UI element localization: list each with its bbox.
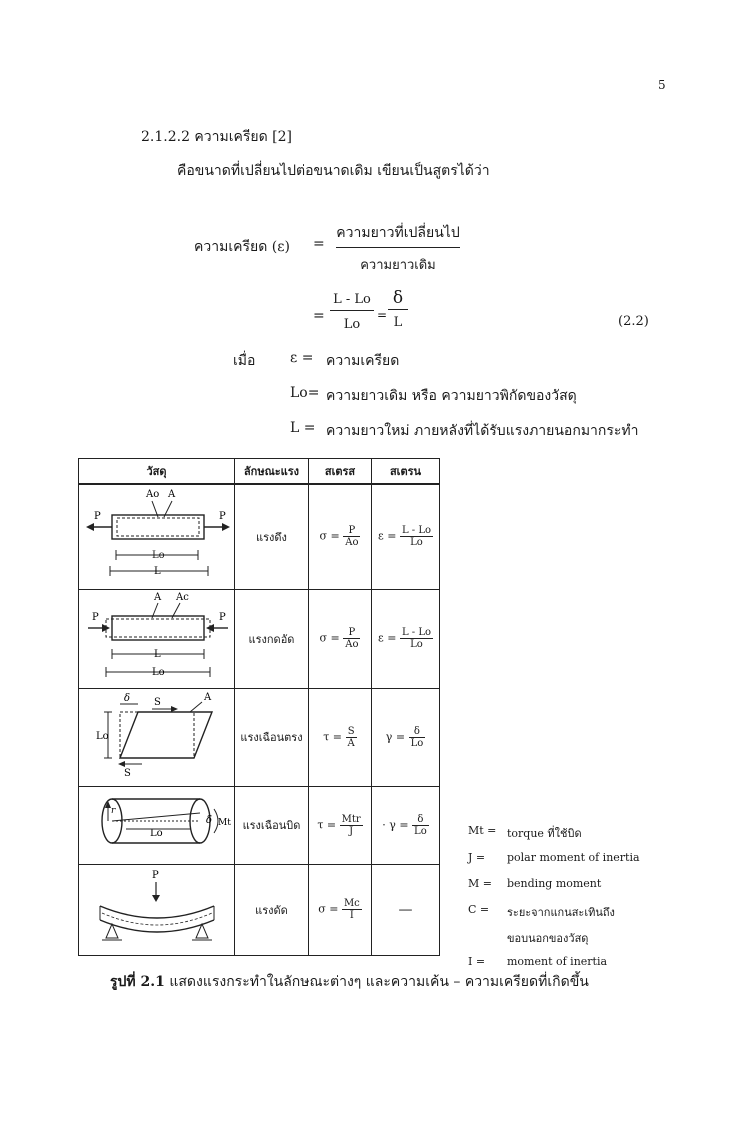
compression-p-left: P <box>91 611 99 623</box>
figure-compression <box>79 589 235 688</box>
strain-compression <box>372 589 440 688</box>
header-strain: สเตรน <box>372 459 440 485</box>
stress-torsion-den: J <box>349 825 354 837</box>
fraction-numerator-sym: L - Lo <box>333 292 371 307</box>
stress-bending-num: Mc <box>343 898 360 909</box>
strain-tension <box>372 484 440 589</box>
delta-denominator: L <box>393 315 403 330</box>
tension-p-right: P <box>218 511 226 523</box>
equation-equals-mid: = <box>377 308 388 322</box>
compression-diagram <box>82 590 232 685</box>
stress-tension-num: P <box>343 525 360 537</box>
where-label: เมื่อ <box>233 353 256 369</box>
strain-compression-frac <box>400 627 433 650</box>
shear-a: A <box>203 691 211 703</box>
stress-bending-frac <box>342 898 362 921</box>
page-number: 5 <box>658 78 666 92</box>
force-torsion: แรงเฉือนบิด <box>235 786 309 864</box>
legend-sym-mt: Mt = <box>468 824 497 837</box>
stress-tension-frac <box>343 525 360 548</box>
fraction-denominator-sym: Lo <box>343 317 361 332</box>
figure-torsion <box>79 786 235 864</box>
strain-torsion-num: δ <box>412 814 429 826</box>
stress-compression <box>309 589 372 688</box>
where-desc-lo: ความยาวเดิม หรือ ความยาวพิกัดของวัสดุ <box>326 388 577 404</box>
equation-symbolic-fraction <box>330 292 374 332</box>
strain-bending: — <box>372 864 440 955</box>
strain-shear-lhs: γ = <box>385 730 406 743</box>
legend-desc-j: polar moment of inertia <box>507 851 640 864</box>
where-sym-epsilon: ε = <box>290 350 314 366</box>
caption-text: แสดงแรงกระทำในลักษณะต่างๆ และความเค้น – ความเครียดที่เกิดขึ้น <box>169 974 589 990</box>
figure-caption <box>110 971 589 993</box>
equation-equals-1: = <box>313 236 325 252</box>
delta-symbol: δ <box>392 288 404 308</box>
figure-tension <box>79 484 235 589</box>
tension-l: L <box>153 566 161 578</box>
torsion-mt: Mt <box>217 817 231 828</box>
tension-diagram <box>82 485 232 585</box>
section-intro: คือขนาดที่เปลี่ยนไปต่อขนาดเดิม เขียนเป็นสูตรได้ว่า <box>177 163 490 179</box>
force-direct-shear: แรงเฉือนตรง <box>235 688 309 786</box>
strain-compression-den: Lo <box>410 639 423 650</box>
torsion-lo: Lo <box>149 827 163 839</box>
force-bending: แรงดัด <box>235 864 309 955</box>
torsion-diagram <box>82 789 232 859</box>
shear-s-top: S <box>153 696 161 708</box>
header-material: วัสดุ <box>79 459 235 485</box>
shear-lo: Lo <box>95 730 109 742</box>
legend-desc-m: bending moment <box>507 877 602 890</box>
force-tension: แรงดึง <box>235 484 309 589</box>
torsion-delta: δ <box>205 814 212 826</box>
stress-shear-den: A <box>347 737 355 749</box>
compression-l: L <box>153 648 161 660</box>
compression-lo: Lo <box>151 666 165 678</box>
compression-a: A <box>153 591 161 603</box>
figure-bending <box>79 864 235 955</box>
shear-diagram <box>82 690 232 782</box>
where-desc-l: ความยาวใหม่ ภายหลังที่ได้รับแรงภายนอกมากระทำ <box>326 423 639 439</box>
strain-tension-frac <box>400 525 433 548</box>
strain-shear-num: δ <box>409 726 426 738</box>
strain-torsion-frac <box>412 814 429 837</box>
stress-torsion-frac <box>340 814 363 837</box>
stress-shear-lhs: τ = <box>323 730 343 743</box>
caption-label: รูปที่ 2.1 <box>110 974 165 990</box>
where-sym-lo: Lo= <box>290 385 320 401</box>
fraction-numerator-text: ความยาวที่เปลี่ยนไป <box>336 225 460 241</box>
strain-direct-shear <box>372 688 440 786</box>
stress-compression-num: P <box>343 627 360 639</box>
legend-sym-m: M = <box>468 877 492 890</box>
where-sym-l: L = <box>290 420 316 436</box>
torsion-r: r <box>110 805 115 816</box>
legend-desc-c-cont: ขอบนอกของวัสดุ <box>507 932 589 945</box>
header-stress: สเตรส <box>309 459 372 485</box>
equation-equals-2: = <box>313 308 325 324</box>
stress-compression-frac <box>343 627 360 650</box>
strain-tension-den: Lo <box>410 537 423 549</box>
strain-shear-frac <box>409 726 426 749</box>
equation-number: (2.2) <box>618 314 649 329</box>
strain-torsion-den: Lo <box>414 825 427 837</box>
strain-shear-den: Lo <box>410 737 424 749</box>
stress-torsion-num: Mtr <box>341 813 361 825</box>
tension-a: A <box>167 489 175 501</box>
stress-torsion-lhs: τ = <box>317 818 337 831</box>
force-compression: แรงกดอัด <box>235 589 309 688</box>
legend-sym-j: J = <box>468 851 486 864</box>
equation-lhs: ความเครียด (ε) <box>194 239 290 255</box>
tension-lo: Lo <box>151 550 165 562</box>
legend-desc-mt: torque ที่ใช้บิด <box>507 827 582 840</box>
legend-desc-i: moment of inertia <box>507 955 608 968</box>
stress-tension-den: Ao <box>345 537 359 549</box>
strain-compression-num: L - Lo <box>401 627 431 638</box>
stress-compression-den: Ao <box>345 639 359 650</box>
legend-sym-c: C = <box>468 903 490 916</box>
stress-torsion <box>309 786 372 864</box>
bending-p: P <box>151 870 159 881</box>
strain-tension-num: L - Lo <box>401 525 431 537</box>
section-heading: 2.1.2.2 ความเครียด [2] <box>141 129 292 145</box>
figure-direct-shear <box>79 688 235 786</box>
legend-sym-i: I = <box>468 955 486 968</box>
stress-direct-shear <box>309 688 372 786</box>
stress-shear-frac <box>346 726 357 749</box>
stress-bending-lhs: σ = <box>318 902 339 916</box>
strain-torsion-lhs: · γ = <box>382 818 409 831</box>
fraction-denominator-text: ความยาวเดิม <box>360 258 436 273</box>
load-case-table <box>78 458 440 956</box>
stress-compression-lhs: σ = <box>319 631 340 645</box>
equation-text-fraction <box>336 222 460 275</box>
stress-tension-lhs: σ = <box>319 529 340 543</box>
strain-tension-lhs: ε = <box>378 529 397 543</box>
where-desc-epsilon: ความเครียด <box>326 353 400 369</box>
tension-p-left: P <box>93 511 101 523</box>
tension-a0: Ao <box>145 489 159 501</box>
stress-bending-den: I <box>349 910 354 921</box>
compression-p-right: P <box>218 611 226 623</box>
shear-delta: δ <box>123 692 130 704</box>
bending-diagram <box>82 868 232 948</box>
equation-delta-fraction <box>388 288 408 330</box>
header-force-type: ลักษณะแรง <box>235 459 309 485</box>
stress-shear-num: S <box>346 726 357 738</box>
shear-s-bottom: S <box>123 767 131 779</box>
stress-tension <box>309 484 372 589</box>
stress-bending <box>309 864 372 955</box>
compression-ac: Ac <box>175 591 189 603</box>
strain-compression-lhs: ε = <box>378 631 397 645</box>
legend-desc-c: ระยะจากแกนสะเทินถึง <box>507 906 615 919</box>
strain-torsion <box>372 786 440 864</box>
